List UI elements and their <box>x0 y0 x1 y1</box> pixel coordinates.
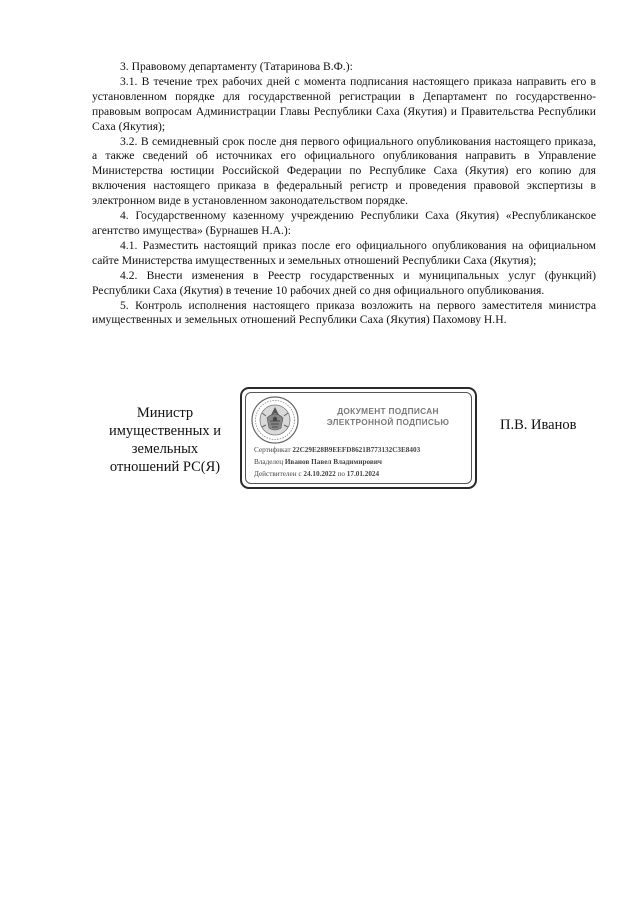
stamp-certificate-line <box>254 446 420 455</box>
valid-label: Действителен <box>254 470 297 478</box>
owner-label: Владелец <box>254 458 284 466</box>
valid-from-date: 24.10.2022 <box>303 470 336 478</box>
valid-to-date: 17.01.2024 <box>346 470 380 478</box>
stamp-owner-line <box>254 458 382 467</box>
electronic-signature-stamp <box>240 387 477 489</box>
valid-to-prefix: по <box>337 470 345 478</box>
certificate-value: 22C29E28B9EEFD8621B773132C3E8403 <box>292 446 421 454</box>
paragraph-item-3-2: 3.2. В семидневный срок после дня первого официального опубликования настоящего приказа, а также сведений об источниках его официального опубликования направить в Управление Министерства юстиции Российской Федерации по Республике Саха (Якутия) его копию для включения настоящего приказа в федеральный регистр и проведения правовой экспертизы в электронном виде в установленном законодательством порядке. <box>92 134 596 208</box>
stamp-validity-line <box>254 470 379 479</box>
coat-of-arms-of-sakha-icon <box>250 395 300 445</box>
owner-value: Иванов Павел Владимирович <box>284 458 382 466</box>
certificate-label: Сертификат <box>254 446 291 454</box>
signatory-position: Министр имущественных и земельных отношений РС(Я) <box>108 405 221 475</box>
paragraph-item-5: 5. Контроль исполнения настоящего приказа возложить на первого заместителя министра имущественных и земельных отношений Республики Саха (Якутия) Пахомову Н.Н. <box>92 298 596 327</box>
paragraph-item-4: 4. Государственному казенному учреждению Республики Саха (Якутия) «Республиканское агентство имущества» (Бурнашев Н.А.): <box>92 209 596 237</box>
paragraph-item-3: 3. Правовому департаменту (Татаринова В.Ф.): <box>120 60 353 73</box>
paragraph-item-4-1: 4.1. Разместить настоящий приказ после его официального опубликования на официальном сайте Министерства имущественных и земельных отношений Республики Саха (Якутия); <box>92 238 596 267</box>
signatory-name: П.В. Иванов <box>500 417 577 433</box>
document-body <box>92 60 596 328</box>
paragraph-item-3-1: 3.1. В течение трех рабочих дней с момента подписания настоящего приказа направить его в установленном порядке для государственной регистрации в Департамент по государственно-правовым вопросам Администрации Главы Республики Саха (Якутия) и Правительства Республики Саха (Якутия); <box>92 74 596 133</box>
stamp-heading: ДОКУМЕНТ ПОДПИСАН ЭЛЕКТРОННОЙ ПОДПИСЬЮ <box>326 406 450 427</box>
paragraph-item-4-2: 4.2. Внести изменения в Реестр государственных и муниципальных услуг (функций) Республики Саха (Якутия) в течение 10 рабочих дней со дня официального опубликования. <box>92 268 596 297</box>
valid-from-prefix: с <box>298 470 302 478</box>
